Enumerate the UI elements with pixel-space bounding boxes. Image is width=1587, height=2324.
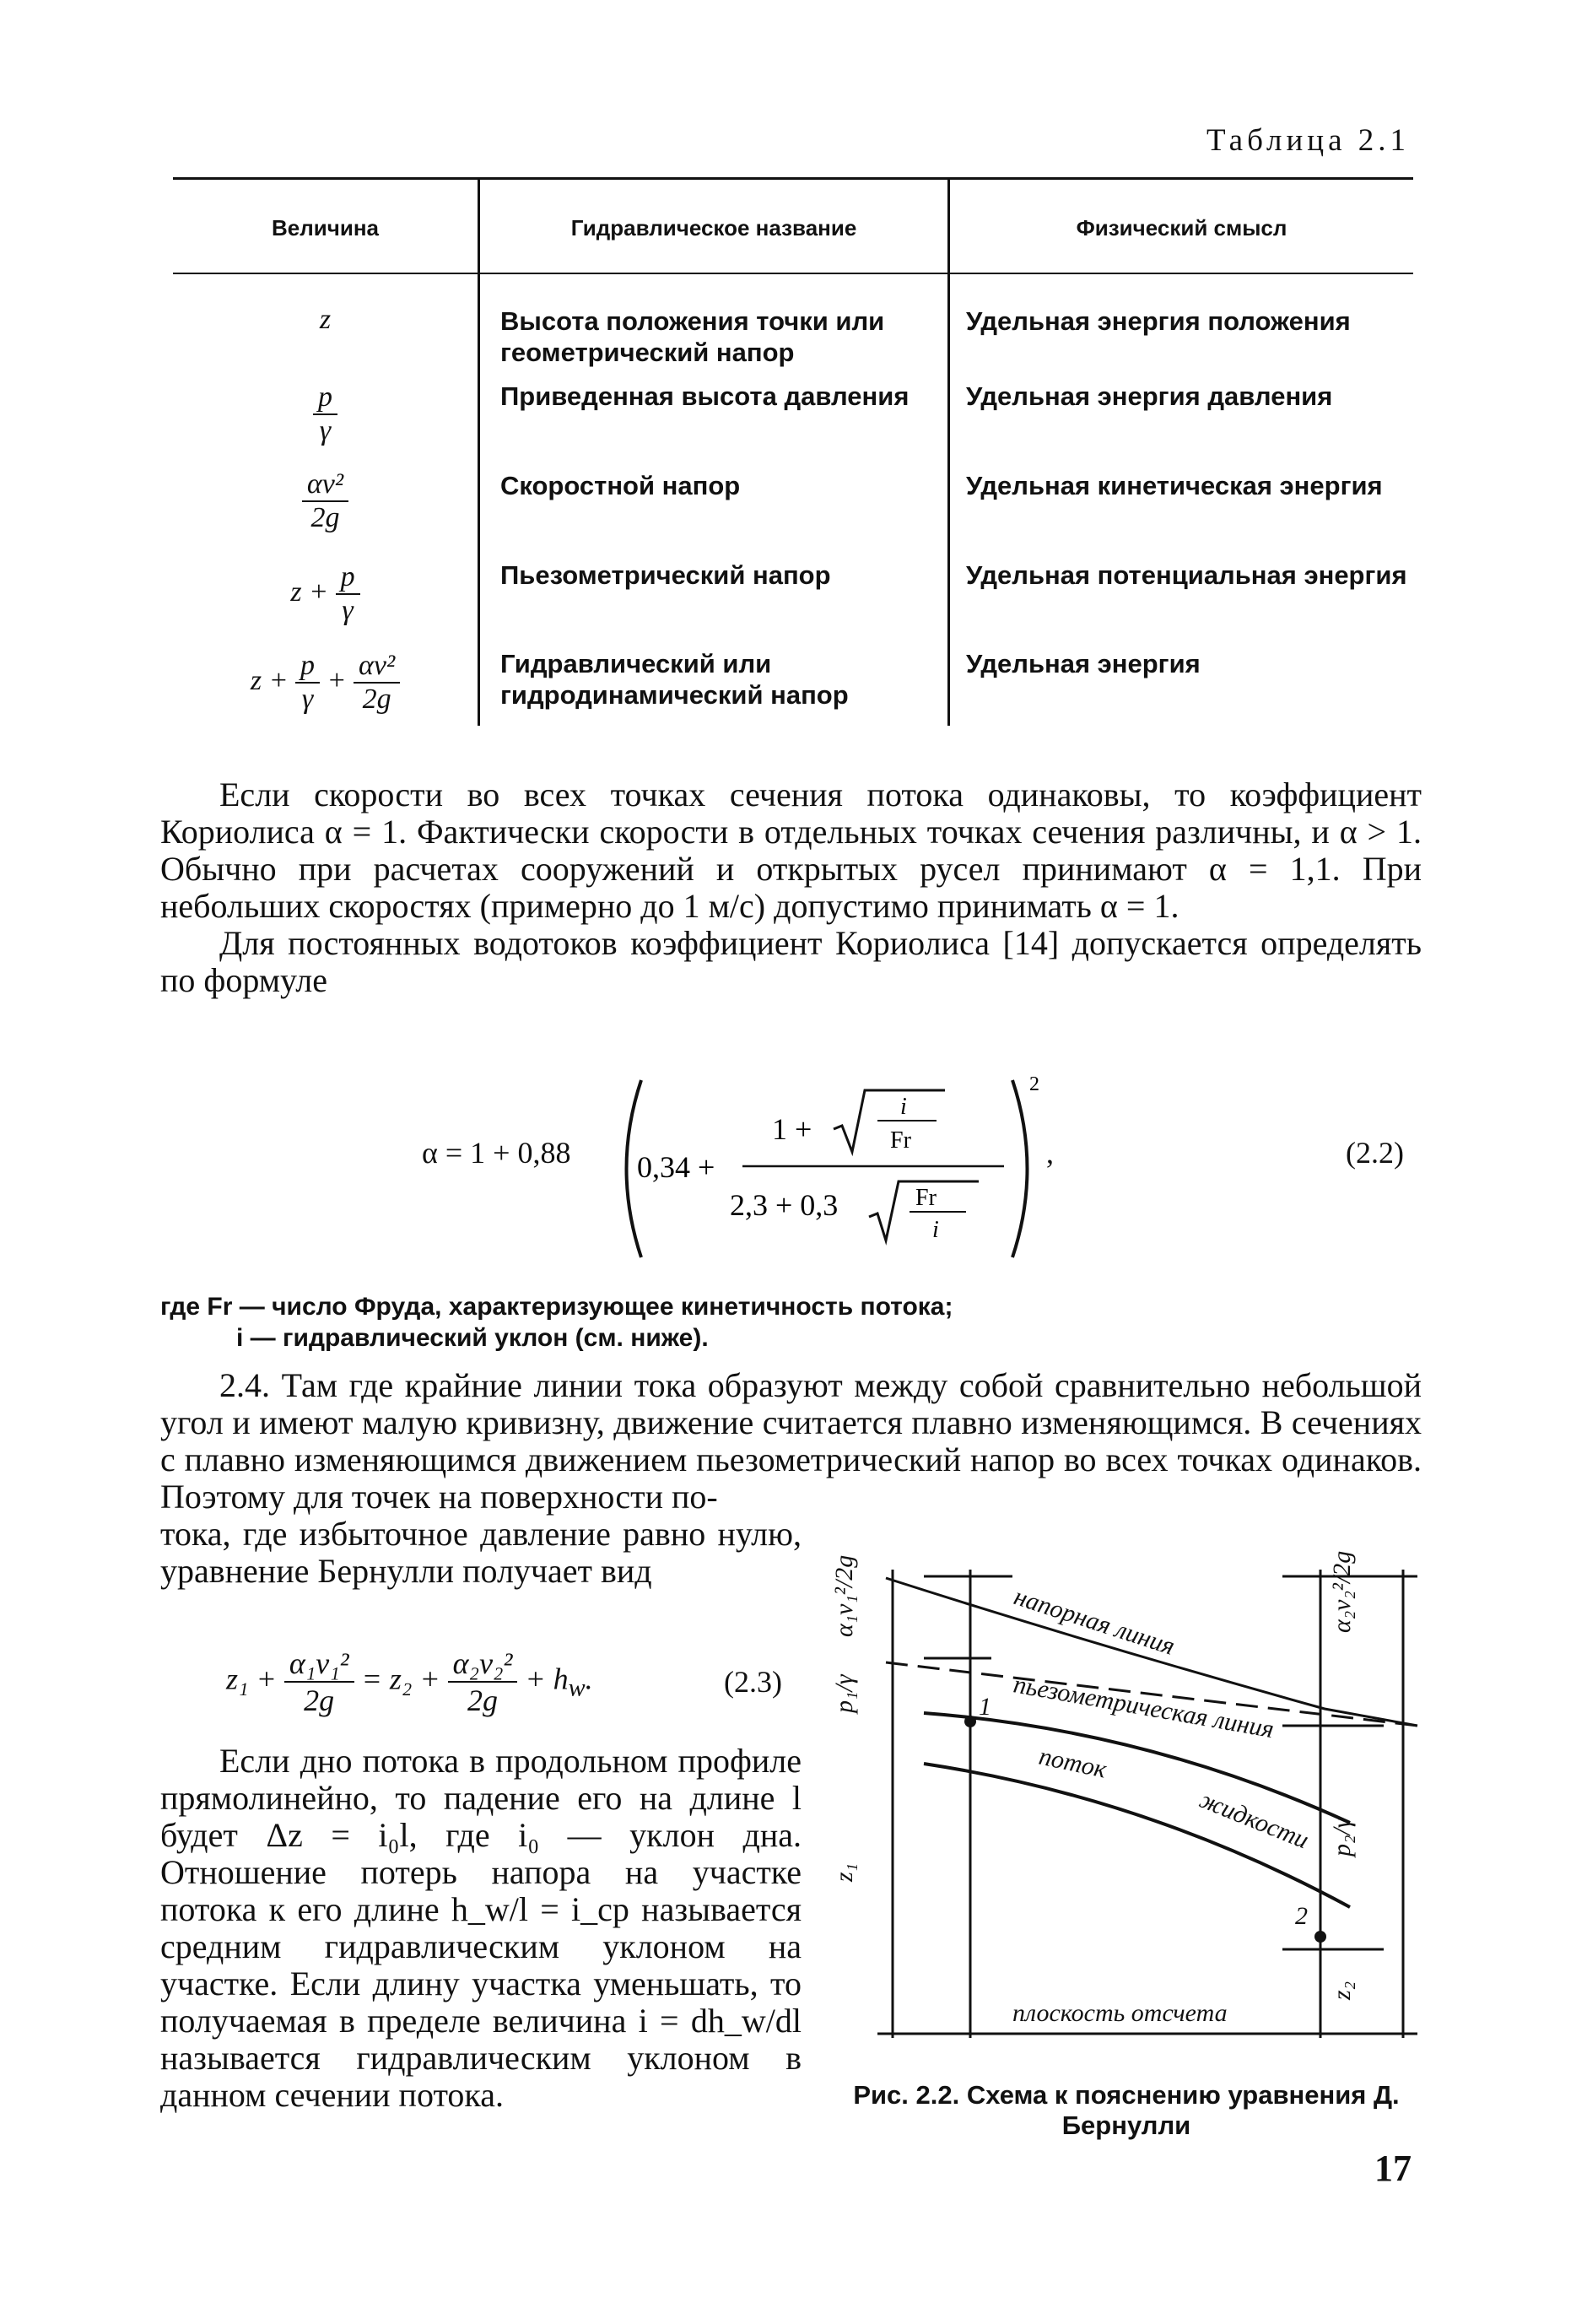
table-header-hydraulic-name: Гидравлическое название	[570, 215, 857, 241]
formula-bernoulli: z₁ + $\frac{\text{α₁v₁²}}{2g}$ = z₂ + $\frac{\text{α₂v₂²}}{2g}$ + $h_w$.	[226, 1646, 593, 1717]
row2-name: Приведенная высота давления	[500, 381, 910, 411]
row2-meaning: Удельная энергия давления	[966, 381, 1333, 411]
paragraph-slope	[160, 1743, 802, 2114]
eq-number-2-2: (2.2)	[1346, 1136, 1404, 1170]
table-top-rule	[173, 177, 1413, 180]
qty-velocity-head: $\frac{\text{αv²}}{2g}$	[173, 468, 478, 534]
row5-meaning: Удельная энергия	[966, 649, 1201, 678]
paragraph-2-4-text: 2.4. Там где крайние линии тока образуют между собой сравнительно небольшой угол и имеют малую кривизну, движение считается плавно изменяющимся. В сечениях с плавно изменяющимся движением пьезометрический напор во всех точках одинаков. Поэтому для точек на поверхности по-	[160, 1366, 1422, 1516]
figure-bernoulli-diagram	[830, 1550, 1426, 2059]
row5-name: Гидравлический или гидродинамический напор	[500, 649, 849, 710]
label-flow: поток	[1036, 1742, 1109, 1784]
row1-name: Высота положения точки или геометрический напор	[500, 306, 885, 367]
label-point-2: 2	[1295, 1902, 1308, 1930]
table-header-physical-meaning: Физический смысл	[1076, 215, 1287, 241]
alpha-num-top: i	[900, 1094, 907, 1120]
row4-meaning: Удельная потенциальная энергия	[966, 560, 1407, 590]
where-i: i — гидравлический уклон (см. ниже).	[236, 1324, 709, 1352]
qty-z: z	[319, 304, 332, 335]
row4-name: Пьезометрический напор	[500, 560, 831, 590]
alpha-num-bottom: Fr	[890, 1127, 911, 1154]
paragraph-slope-text: Если дно потока в продольном профиле прямолинейно, то падение его на длине l будет Δz = i₀l, где i₀ — уклон дна. Отношение потерь напора на участке потока к его длине h_w/l = i_ср называется средним гидравлическим уклоном на участке. Если длину участка уменьшать, то получаемая в пределе величина i = dh_w/dl называется гидравлическим уклоном в данном сечении потока.	[160, 1742, 802, 2114]
label-liquid: жидкости	[1196, 1785, 1313, 1855]
table-header-quantity: Величина	[272, 215, 379, 241]
qty-piezometric: z + $\frac{p}{\gamma}$	[173, 561, 478, 627]
qty-total-head: z + $\frac{p}{\gamma}$ + $\frac{\text{αv²}}{2g}$	[173, 650, 478, 716]
paragraph-2-4	[160, 1367, 1422, 1516]
row3-name: Скоростной напор	[500, 471, 741, 500]
svg-text:p₁/γ: p₁/γ	[830, 1674, 858, 1713]
label-point-1: 1	[979, 1693, 991, 1721]
svg-text:α₂v₂²/2g: α₂v₂²/2g	[1328, 1550, 1356, 1633]
alpha-den-top: Fr	[915, 1185, 937, 1211]
row1-meaning: Удельная энергия положения	[966, 306, 1351, 336]
alpha-num-lead: 1 +	[772, 1112, 812, 1146]
alpha-den-lead: 2,3 + 0,3	[730, 1188, 839, 1222]
point-1-marker	[964, 1716, 976, 1727]
svg-text:p₂/γ: p₂/γ	[1328, 1818, 1356, 1856]
alpha-den-bottom: i	[932, 1217, 939, 1243]
table-col-divider-2	[947, 177, 950, 726]
paragraph-formula-intro: Для постоянных водотоков коэффициент Кориолиса [14] допускается определять по формуле	[160, 924, 1422, 999]
where-fr: где Fr — число Фруда, характеризующее кинетичность потока;	[160, 1293, 953, 1321]
label-pressure-line: напорная линия	[1010, 1582, 1179, 1661]
alpha-constant: 0,34 +	[637, 1150, 715, 1184]
formula-alpha-body	[607, 1072, 1046, 1266]
table-col-divider-1	[478, 177, 480, 726]
qty-p-over-gamma: $\frac{p}{\gamma}$	[173, 381, 478, 447]
svg-text:z₂: z₂	[1328, 1981, 1356, 2000]
body-paragraphs-1	[160, 776, 1422, 999]
formula-alpha-lhs: α = 1 + 0,88	[422, 1136, 571, 1170]
page-number: 17	[1374, 2148, 1412, 2189]
paragraph-coriolis: Если скорости во всех точках сечения потока одинаковы, то коэффициент Кориолиса α = 1. Фактически скорости в отдельных точках сечения различны, и α > 1. Обычно при расчетах сооружений и открытых русел принимают α = 1,1. При небольших скоростях (примерно до 1 м/с) допустимо принимать α = 1.	[160, 776, 1422, 925]
figure-caption: Рис. 2.2. Схема к пояснению уравнения Д. Бернулли	[853, 2080, 1400, 2140]
eq-number-2-3: (2.3)	[724, 1665, 782, 1699]
svg-text:z₁: z₁	[830, 1862, 858, 1882]
point-2-marker	[1314, 1931, 1326, 1943]
label-datum: плоскость отсчета	[1012, 1999, 1228, 2027]
table-header-rule	[173, 273, 1413, 274]
label-piezo-line: пьезометрическая линия	[1011, 1670, 1277, 1744]
flow-top	[924, 1713, 1350, 1823]
row3-meaning: Удельная кинетическая энергия	[966, 471, 1383, 500]
paragraph-bernoulli-intro: тока, где избыточное давление равно нулю, уравнение Бернулли получает вид	[160, 1515, 802, 1590]
formula-comma: ,	[1046, 1136, 1054, 1170]
alpha-exponent: 2	[1029, 1073, 1039, 1095]
svg-text:α₁v₁²/2g: α₁v₁²/2g	[830, 1554, 858, 1637]
table-caption: Таблица 2.1	[1206, 123, 1410, 158]
